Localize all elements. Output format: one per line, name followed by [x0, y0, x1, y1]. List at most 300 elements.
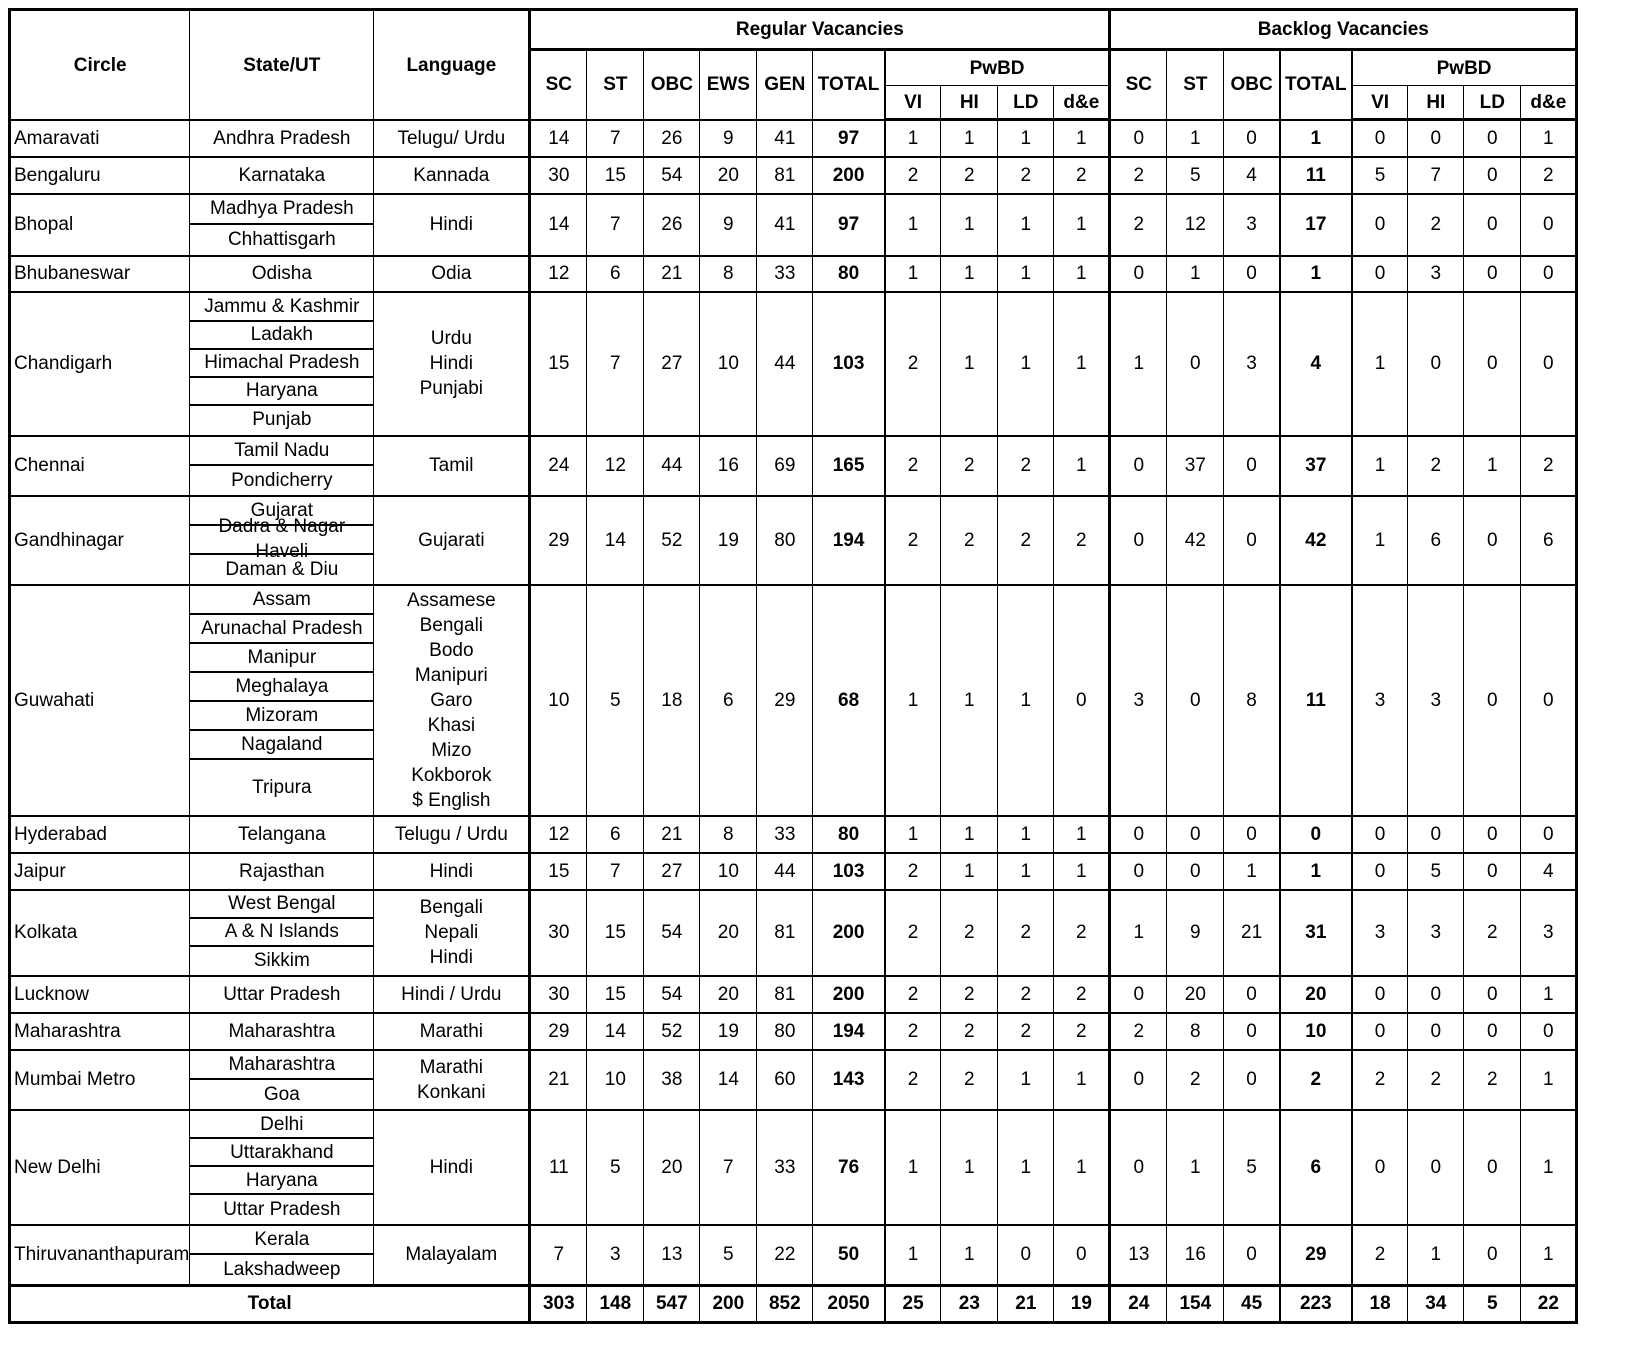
- cell-languages: [374, 1050, 530, 1110]
- cell-regular-pwbd: 1: [998, 853, 1054, 890]
- cell-regular: 10: [700, 292, 757, 436]
- cell-states: [190, 976, 374, 1013]
- cell-regular: 20: [700, 890, 757, 976]
- table-row: [10, 194, 1577, 256]
- total-regular: 200: [700, 1285, 757, 1322]
- header-backlog-st: ST: [1167, 50, 1224, 120]
- cell-regular: 11: [530, 1110, 587, 1225]
- state-name: Chhattisgarh: [227, 229, 336, 250]
- header-regular-ews: EWS: [700, 50, 757, 120]
- cell-backlog-pwbd: 0: [1521, 256, 1577, 292]
- cell-backlog-pwbd: 0: [1408, 292, 1464, 436]
- state-name: Kerala: [190, 1226, 373, 1255]
- cell-states: [190, 816, 374, 853]
- cell-regular: 15: [587, 157, 644, 194]
- table-row: [10, 292, 1577, 436]
- cell-regular-pwbd: 1: [885, 256, 941, 292]
- cell-backlog-pwbd: 0: [1352, 1110, 1408, 1225]
- cell-regular-pwbd: 2: [941, 157, 998, 194]
- cell-backlog: 37: [1280, 436, 1352, 496]
- cell-languages: [374, 194, 530, 256]
- state-name: A & N Islands: [190, 919, 373, 947]
- cell-regular: 30: [530, 157, 587, 194]
- cell-backlog-pwbd: 0: [1352, 853, 1408, 890]
- cell-regular-pwbd: 1: [998, 585, 1054, 816]
- cell-circle: Chandigarh: [10, 292, 190, 436]
- cell-backlog-pwbd: 2: [1464, 890, 1521, 976]
- cell-regular: 33: [757, 816, 813, 853]
- cell-regular: 13: [644, 1225, 700, 1286]
- cell-backlog: 1: [1110, 890, 1167, 976]
- header-regular-pwbd-ld: LD: [998, 86, 1054, 120]
- cell-backlog-pwbd: 0: [1352, 1013, 1408, 1050]
- cell-backlog: 20: [1280, 976, 1352, 1013]
- language-name: Hindi / Urdu: [401, 983, 502, 1005]
- cell-regular-pwbd: 1: [1054, 120, 1110, 157]
- cell-backlog-pwbd: 1: [1352, 436, 1408, 496]
- header-backlog-total: TOTAL: [1280, 50, 1352, 120]
- cell-backlog: 4: [1224, 157, 1280, 194]
- cell-states: [190, 194, 374, 256]
- state-name: Nagaland: [190, 731, 373, 760]
- cell-regular-pwbd: 1: [1054, 853, 1110, 890]
- table-row: [10, 256, 1577, 292]
- header-backlog-sc: SC: [1110, 50, 1167, 120]
- cell-regular: 50: [813, 1225, 885, 1286]
- language-name: Hindi: [429, 214, 473, 235]
- cell-languages: [374, 496, 530, 585]
- cell-regular: 21: [530, 1050, 587, 1110]
- cell-regular: 52: [644, 1013, 700, 1050]
- cell-regular: 33: [757, 1110, 813, 1225]
- cell-states: [190, 1225, 374, 1286]
- cell-regular: 27: [644, 853, 700, 890]
- cell-backlog-pwbd: 0: [1352, 816, 1408, 853]
- cell-regular: 7: [587, 853, 644, 890]
- cell-backlog: 3: [1110, 585, 1167, 816]
- language-name: Gujarati: [418, 529, 485, 551]
- cell-regular: 20: [644, 1110, 700, 1225]
- language-name: Bengali: [419, 897, 484, 918]
- total-backlog-pwbd: 34: [1408, 1285, 1464, 1322]
- cell-backlog: 0: [1280, 816, 1352, 853]
- state-name: Uttarakhand: [190, 1139, 373, 1167]
- state-name: Haryana: [190, 378, 373, 406]
- total-regular: 303: [530, 1285, 587, 1322]
- cell-regular: 12: [587, 436, 644, 496]
- total-regular: 2050: [813, 1285, 885, 1322]
- cell-languages: [374, 256, 530, 292]
- cell-backlog: 0: [1110, 120, 1167, 157]
- state-name: Punjab: [252, 409, 312, 430]
- header-regular-pwbd-vi: VI: [885, 86, 941, 120]
- cell-regular: 30: [530, 890, 587, 976]
- cell-languages: [374, 1110, 530, 1225]
- cell-backlog-pwbd: 1: [1352, 496, 1408, 585]
- cell-regular: 14: [700, 1050, 757, 1110]
- cell-backlog-pwbd: 0: [1352, 194, 1408, 256]
- table-row: [10, 853, 1577, 890]
- state-name: Tripura: [252, 776, 312, 798]
- cell-regular: 97: [813, 120, 885, 157]
- cell-regular-pwbd: 2: [1054, 976, 1110, 1013]
- cell-regular: 10: [530, 585, 587, 816]
- cell-regular-pwbd: 1: [941, 194, 998, 256]
- cell-regular: 20: [700, 157, 757, 194]
- cell-backlog-pwbd: 1: [1352, 292, 1408, 436]
- cell-backlog-pwbd: 1: [1408, 1225, 1464, 1286]
- cell-regular-pwbd: 1: [1054, 1050, 1110, 1110]
- cell-regular: 194: [813, 1013, 885, 1050]
- language-name: Kannada: [413, 164, 490, 186]
- cell-circle: Bengaluru: [10, 157, 190, 194]
- state-name: West Bengal: [190, 891, 373, 919]
- cell-backlog-pwbd: 0: [1464, 816, 1521, 853]
- cell-regular: 15: [587, 976, 644, 1013]
- cell-backlog: 0: [1110, 1110, 1167, 1225]
- cell-backlog: 3: [1224, 194, 1280, 256]
- cell-regular: 194: [813, 496, 885, 585]
- header-state: State/UT: [190, 10, 374, 120]
- cell-regular: 52: [644, 496, 700, 585]
- cell-regular-pwbd: 2: [998, 436, 1054, 496]
- cell-regular-pwbd: 1: [885, 816, 941, 853]
- cell-backlog-pwbd: 0: [1521, 292, 1577, 436]
- cell-backlog: 6: [1280, 1110, 1352, 1225]
- cell-regular: 12: [530, 816, 587, 853]
- header-regular-vacancies: Regular Vacancies: [530, 10, 1110, 50]
- state-name: Pondicherry: [231, 469, 333, 491]
- cell-backlog-pwbd: 0: [1464, 157, 1521, 194]
- table-row: [10, 976, 1577, 1013]
- cell-backlog-pwbd: 3: [1408, 890, 1464, 976]
- cell-backlog: 4: [1280, 292, 1352, 436]
- cell-backlog: 0: [1110, 496, 1167, 585]
- cell-backlog-pwbd: 0: [1521, 1013, 1577, 1050]
- cell-regular-pwbd: 2: [885, 976, 941, 1013]
- cell-regular-pwbd: 2: [941, 436, 998, 496]
- cell-backlog-pwbd: 0: [1408, 1110, 1464, 1225]
- state-name: Assam: [190, 586, 373, 615]
- cell-backlog-pwbd: 6: [1521, 496, 1577, 585]
- cell-regular-pwbd: 1: [941, 585, 998, 816]
- cell-regular: 200: [813, 976, 885, 1013]
- state-name: Uttar Pradesh: [223, 1198, 341, 1220]
- cell-languages: [374, 890, 530, 976]
- state-name: Andhra Pradesh: [213, 127, 351, 149]
- cell-backlog-pwbd: 2: [1352, 1050, 1408, 1110]
- language-name: Hindi: [429, 1156, 473, 1178]
- cell-regular: 10: [587, 1050, 644, 1110]
- cell-regular-pwbd: 2: [885, 292, 941, 436]
- language-name: Marathi: [419, 1056, 483, 1078]
- cell-languages: [374, 436, 530, 496]
- cell-backlog: 1: [1224, 853, 1280, 890]
- cell-backlog: 5: [1224, 1110, 1280, 1225]
- cell-backlog: 11: [1280, 157, 1352, 194]
- cell-regular: 54: [644, 976, 700, 1013]
- cell-states: [190, 256, 374, 292]
- cell-states: [190, 890, 374, 976]
- table-row: [10, 1050, 1577, 1110]
- cell-regular: 14: [587, 496, 644, 585]
- cell-backlog-pwbd: 1: [1521, 1050, 1577, 1110]
- cell-backlog-pwbd: 7: [1408, 157, 1464, 194]
- cell-languages: [374, 853, 530, 890]
- cell-regular: 24: [530, 436, 587, 496]
- cell-regular-pwbd: 1: [1054, 816, 1110, 853]
- cell-backlog: 42: [1280, 496, 1352, 585]
- cell-regular: 165: [813, 436, 885, 496]
- cell-backlog: 11: [1280, 585, 1352, 816]
- cell-regular: 22: [757, 1225, 813, 1286]
- cell-backlog: 0: [1224, 1013, 1280, 1050]
- cell-backlog-pwbd: 2: [1521, 436, 1577, 496]
- cell-regular-pwbd: 2: [1054, 496, 1110, 585]
- cell-backlog: 31: [1280, 890, 1352, 976]
- cell-backlog: 0: [1110, 976, 1167, 1013]
- cell-states: [190, 436, 374, 496]
- cell-regular-pwbd: 2: [885, 853, 941, 890]
- cell-regular: 3: [587, 1225, 644, 1286]
- header-backlog-pwbd-ld: LD: [1464, 86, 1521, 120]
- cell-languages: [374, 157, 530, 194]
- header-regular-total: TOTAL: [813, 50, 885, 120]
- language-name: Malayalam: [405, 1244, 498, 1265]
- cell-backlog: 0: [1110, 853, 1167, 890]
- cell-regular-pwbd: 2: [1054, 157, 1110, 194]
- state-name: Daman & Diu: [225, 558, 339, 580]
- state-name: Maharashtra: [228, 1020, 336, 1042]
- cell-backlog: 0: [1224, 976, 1280, 1013]
- cell-circle: Bhubaneswar: [10, 256, 190, 292]
- cell-backlog: 20: [1167, 976, 1224, 1013]
- cell-regular-pwbd: 2: [998, 1013, 1054, 1050]
- cell-backlog: 8: [1167, 1013, 1224, 1050]
- cell-backlog: 13: [1110, 1225, 1167, 1286]
- cell-regular: 21: [644, 256, 700, 292]
- header-language: Language: [374, 10, 530, 120]
- cell-regular: 80: [813, 256, 885, 292]
- cell-backlog-pwbd: 3: [1352, 585, 1408, 816]
- cell-regular: 9: [700, 194, 757, 256]
- cell-regular: 12: [530, 256, 587, 292]
- header-regular-gen: GEN: [757, 50, 813, 120]
- language-name: Telugu/ Urdu: [397, 127, 506, 149]
- cell-backlog-pwbd: 3: [1408, 585, 1464, 816]
- cell-regular: 5: [587, 585, 644, 816]
- cell-backlog: 42: [1167, 496, 1224, 585]
- header-backlog-vacancies: Backlog Vacancies: [1110, 10, 1577, 50]
- state-name: Ladakh: [190, 322, 373, 350]
- cell-backlog-pwbd: 0: [1464, 585, 1521, 816]
- cell-regular: 18: [644, 585, 700, 816]
- cell-circle: Lucknow: [10, 976, 190, 1013]
- cell-backlog: 1: [1280, 256, 1352, 292]
- cell-regular-pwbd: 1: [941, 1110, 998, 1225]
- cell-regular-pwbd: 2: [941, 976, 998, 1013]
- total-backlog: 223: [1280, 1285, 1352, 1322]
- cell-regular: 6: [700, 585, 757, 816]
- total-label: Total: [10, 1285, 530, 1322]
- table-row: [10, 1225, 1577, 1286]
- cell-regular: 6: [587, 816, 644, 853]
- cell-regular-pwbd: 1: [885, 585, 941, 816]
- cell-regular-pwbd: 1: [998, 120, 1054, 157]
- cell-states: [190, 585, 374, 816]
- cell-circle: Jaipur: [10, 853, 190, 890]
- cell-backlog: 1: [1167, 120, 1224, 157]
- cell-backlog: 0: [1167, 853, 1224, 890]
- cell-backlog-pwbd: 2: [1408, 436, 1464, 496]
- state-name: Rajasthan: [239, 860, 325, 882]
- cell-backlog-pwbd: 3: [1521, 890, 1577, 976]
- cell-regular: 27: [644, 292, 700, 436]
- cell-regular: 5: [587, 1110, 644, 1225]
- header-backlog-pwbd: PwBD: [1352, 50, 1577, 86]
- cell-regular-pwbd: 1: [941, 292, 998, 436]
- cell-regular: 29: [530, 496, 587, 585]
- cell-languages: [374, 292, 530, 436]
- cell-regular: 7: [587, 292, 644, 436]
- cell-backlog-pwbd: 0: [1464, 1110, 1521, 1225]
- cell-backlog-pwbd: 0: [1464, 1013, 1521, 1050]
- cell-regular-pwbd: 0: [1054, 585, 1110, 816]
- cell-regular: 7: [530, 1225, 587, 1286]
- total-regular-pwbd: 19: [1054, 1285, 1110, 1322]
- cell-regular-pwbd: 2: [885, 1050, 941, 1110]
- cell-regular-pwbd: 2: [885, 496, 941, 585]
- header-backlog-obc: OBC: [1224, 50, 1280, 120]
- language-name: Mizo: [431, 739, 472, 761]
- state-name: Dadra & Nagar Haveli: [190, 526, 373, 555]
- cell-regular: 60: [757, 1050, 813, 1110]
- total-backlog: 24: [1110, 1285, 1167, 1322]
- header-backlog-pwbd-vi: VI: [1352, 86, 1408, 120]
- cell-regular: 10: [700, 853, 757, 890]
- cell-regular-pwbd: 1: [998, 292, 1054, 436]
- cell-regular-pwbd: 2: [998, 496, 1054, 585]
- cell-backlog-pwbd: 2: [1464, 1050, 1521, 1110]
- cell-circle: Gandhinagar: [10, 496, 190, 585]
- cell-backlog: 0: [1224, 120, 1280, 157]
- cell-regular-pwbd: 0: [1054, 1225, 1110, 1286]
- cell-regular-pwbd: 1: [998, 816, 1054, 853]
- cell-backlog-pwbd: 3: [1352, 890, 1408, 976]
- cell-backlog-pwbd: 0: [1464, 120, 1521, 157]
- cell-backlog: 12: [1167, 194, 1224, 256]
- language-name: Bodo: [429, 639, 474, 661]
- cell-regular: 80: [813, 816, 885, 853]
- cell-backlog: 0: [1167, 292, 1224, 436]
- total-regular: 148: [587, 1285, 644, 1322]
- state-name: Jammu & Kashmir: [190, 294, 373, 322]
- cell-backlog: 0: [1224, 816, 1280, 853]
- cell-backlog: 2: [1110, 157, 1167, 194]
- cell-languages: [374, 585, 530, 816]
- header-regular-pwbd-hi: HI: [941, 86, 998, 120]
- cell-backlog: 2: [1110, 194, 1167, 256]
- cell-languages: [374, 120, 530, 157]
- cell-circle: Maharashtra: [10, 1013, 190, 1050]
- cell-backlog-pwbd: 5: [1408, 853, 1464, 890]
- cell-regular: 14: [530, 120, 587, 157]
- cell-backlog-pwbd: 2: [1352, 1225, 1408, 1286]
- table-row: [10, 496, 1577, 585]
- language-name: Urdu: [430, 328, 472, 349]
- header-backlog-pwbd-d-e: d&e: [1521, 86, 1577, 120]
- cell-backlog-pwbd: 0: [1464, 194, 1521, 256]
- cell-backlog-pwbd: 0: [1408, 816, 1464, 853]
- state-name: Odisha: [251, 263, 312, 284]
- table-row: [10, 890, 1577, 976]
- cell-regular: 76: [813, 1110, 885, 1225]
- cell-regular: 26: [644, 120, 700, 157]
- state-name: Himachal Pradesh: [190, 350, 373, 378]
- language-name: Telugu / Urdu: [394, 823, 508, 845]
- total-backlog-pwbd: 5: [1464, 1285, 1521, 1322]
- language-name: Konkani: [416, 1081, 486, 1103]
- cell-states: [190, 496, 374, 585]
- language-name: Odia: [431, 263, 472, 284]
- table-row: [10, 1013, 1577, 1050]
- cell-backlog: 0: [1167, 816, 1224, 853]
- cell-backlog-pwbd: 2: [1408, 194, 1464, 256]
- cell-regular-pwbd: 2: [941, 496, 998, 585]
- cell-regular-pwbd: 1: [1054, 1110, 1110, 1225]
- cell-regular-pwbd: 2: [885, 436, 941, 496]
- cell-circle: Kolkata: [10, 890, 190, 976]
- cell-regular-pwbd: 1: [998, 256, 1054, 292]
- cell-regular: 7: [587, 194, 644, 256]
- cell-backlog: 9: [1167, 890, 1224, 976]
- cell-backlog: 8: [1224, 585, 1280, 816]
- cell-backlog: 0: [1224, 496, 1280, 585]
- state-name: Uttar Pradesh: [223, 983, 341, 1005]
- cell-circle: Hyderabad: [10, 816, 190, 853]
- cell-backlog-pwbd: 0: [1521, 816, 1577, 853]
- state-name: Arunachal Pradesh: [190, 615, 373, 644]
- state-name: Lakshadweep: [223, 1258, 341, 1280]
- cell-backlog-pwbd: 0: [1521, 194, 1577, 256]
- cell-regular: 81: [757, 890, 813, 976]
- table-row: [10, 1110, 1577, 1225]
- cell-backlog-pwbd: 5: [1352, 157, 1408, 194]
- cell-backlog-pwbd: 0: [1464, 853, 1521, 890]
- cell-regular-pwbd: 1: [998, 1050, 1054, 1110]
- total-regular-pwbd: 23: [941, 1285, 998, 1322]
- state-name: Meghalaya: [190, 673, 373, 702]
- cell-backlog: 1: [1280, 853, 1352, 890]
- cell-backlog-pwbd: 0: [1464, 256, 1521, 292]
- cell-backlog: 2: [1167, 1050, 1224, 1110]
- cell-regular: 29: [757, 585, 813, 816]
- language-name: Khasi: [427, 714, 476, 736]
- cell-languages: [374, 1225, 530, 1286]
- cell-backlog: 21: [1224, 890, 1280, 976]
- cell-backlog-pwbd: 0: [1521, 585, 1577, 816]
- cell-regular: 15: [530, 853, 587, 890]
- cell-backlog-pwbd: 2: [1521, 157, 1577, 194]
- language-name: Kokborok: [411, 764, 492, 786]
- cell-backlog-pwbd: 1: [1521, 976, 1577, 1013]
- cell-backlog: 1: [1110, 292, 1167, 436]
- cell-states: [190, 1050, 374, 1110]
- cell-regular: 33: [757, 256, 813, 292]
- cell-regular-pwbd: 2: [941, 1013, 998, 1050]
- cell-regular: 103: [813, 853, 885, 890]
- cell-regular: 54: [644, 890, 700, 976]
